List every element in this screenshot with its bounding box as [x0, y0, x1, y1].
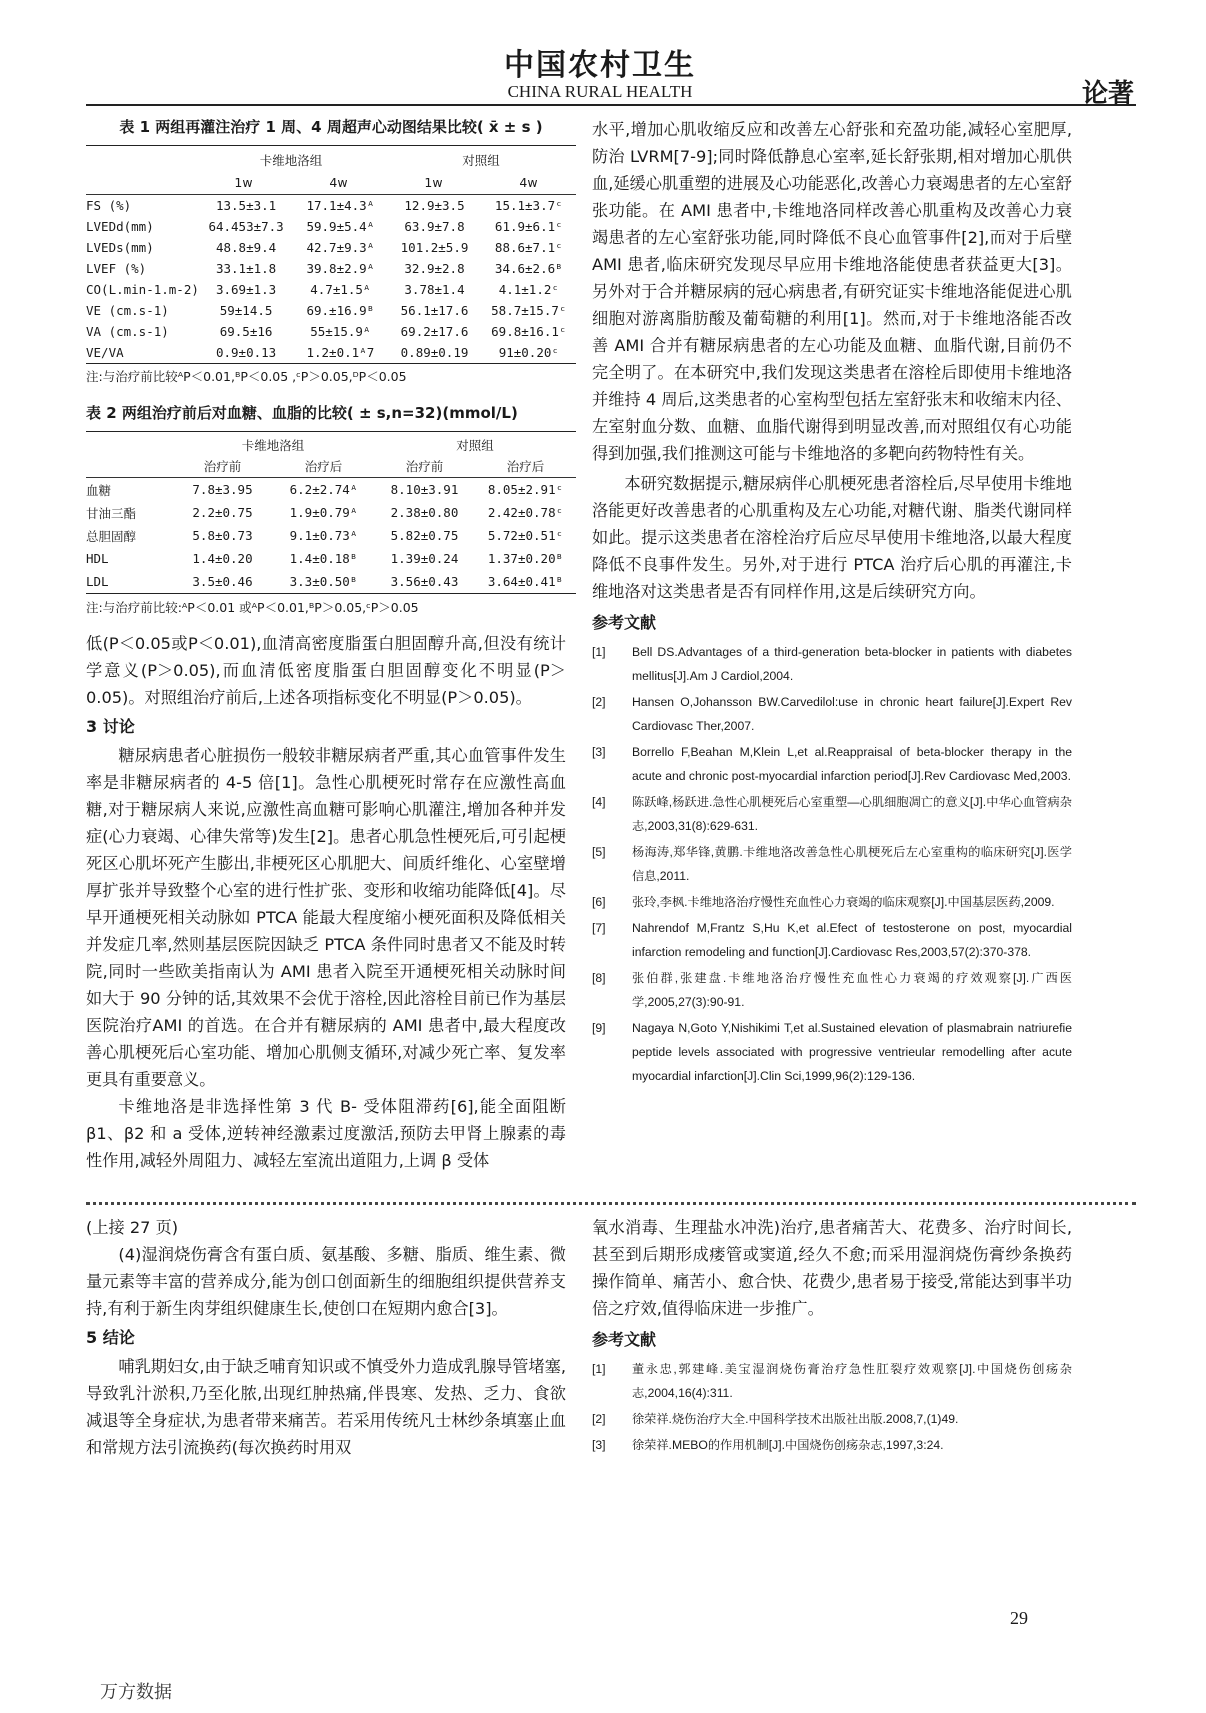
table-row	[86, 237, 576, 258]
table-cell: 9.1±0.73ᴬ	[289, 528, 358, 543]
reference-text: 杨海涛,郑华锋,黄鹏.卡维地洛改善急性心肌梗死后左心室重构的临床研究[J].医学信息,2011.	[632, 845, 1072, 883]
reference-item	[592, 1357, 1072, 1405]
reference-item	[592, 640, 1072, 688]
table-cell: 59±14.5	[219, 303, 273, 318]
reference-number: [6]	[592, 895, 606, 909]
row-label: LVEDd(mm)	[86, 219, 154, 234]
row-label: FS (%)	[86, 198, 132, 213]
reference-item	[592, 890, 1072, 914]
paragraph: 低(P＜0.05或P＜0.01),血清高密度脂蛋白胆固醇升高,但没有统计学意义(P＞0.05),而血清低密度脂蛋白胆固醇变化不明显(P＞0.05)。对照组治疗前后,上述各项指标变化不明显(P＞0.05)。	[86, 634, 566, 707]
table-row	[86, 547, 576, 570]
references-heading: 参考文献	[592, 1330, 657, 1349]
table-cell: 91±0.20ᶜ	[498, 345, 559, 360]
reference-item	[592, 966, 1072, 1014]
table-cell: 63.9±7.8	[404, 219, 465, 234]
reference-number: [2]	[592, 1412, 606, 1426]
table-cell: 61.9±6.1ᶜ	[494, 219, 563, 234]
table-stub-header	[86, 170, 196, 194]
table-row	[86, 258, 576, 279]
paragraph: 哺乳期妇女,由于缺乏哺育知识或不慎受外力造成乳腺导管堵塞,导致乳汁淤积,乃至化脓,出现红肿热痛,伴畏寒、发热、乏力、食欲减退等全身症状,为患者带来痛苦。若采用传统凡士林纱条填塞止血和常规方法引流换药(每次换药时用双	[86, 1357, 566, 1457]
table-cell: 8.10±3.91	[390, 482, 459, 497]
reference-number: [8]	[592, 971, 606, 985]
reference-item	[592, 740, 1072, 788]
table-cell: 0.89±0.19	[400, 345, 469, 360]
table-2-title: 表 2 两组治疗前后对血糖、血脂的比较( ± s,n=32)(mmol/L)	[86, 404, 518, 422]
table-cell: 48.8±9.4	[215, 240, 277, 255]
reference-item	[592, 840, 1072, 888]
reference-text: 陈跃峰,杨跃进.急性心肌梗死后心室重塑—心肌细胞凋亡的意义[J].中华心血管病杂志,2003,31(8):629-631.	[632, 795, 1072, 833]
table-2-group-a: 卡维地洛组	[241, 438, 305, 453]
table-2	[86, 402, 576, 616]
table-cell: 7.8±3.95	[192, 482, 253, 497]
table-1-group-b: 对照组	[462, 153, 500, 168]
table-cell: 64.453±7.3	[208, 219, 284, 234]
paragraph: 水平,增加心肌收缩反应和改善左心舒张和充盈功能,减轻心室肥厚,防治 LVRM[7-9];同时降低静息心室率,延长舒张期,相对增加心肌供血,延缓心肌重塑的进展及心功能恶化,改善心力衰竭患者的左心室舒张功能。在 AMI 患者中,卡维地洛同样改善心肌重构及改善心力衰竭患者的左心室舒张功能,同时降低不良心血管事件[2],而对于后壁 AMI 患者,临床研究发现尽早应用卡维地洛能使患者获益更大[3]。另外对于合并糖尿病的冠心病患者,有研究证实卡维地洛能促进心肌细胞对游离脂肪酸及葡萄糖的利用[1]。然而,对于卡维地洛能否改善 AMI 合并有糖尿病患者的左心功能及血糖、血脂代谢,目前仍不完全明了。在本研究中,我们发现这类患者在溶栓后即使用卡维地洛并维持 4 周后,这类患者的心室构型包括左室舒张末和收缩末内径、左室射血分数、血糖、血脂代谢得到明显改善,而对照组仅有心功能得到加强,我们推测这可能与卡维地洛的多靶向药物特性有关。	[592, 120, 1072, 463]
table-cell: 34.6±2.6ᴮ	[494, 261, 563, 276]
table-cell: 1.39±0.24	[390, 551, 459, 566]
reference-number: [9]	[592, 1021, 606, 1035]
references-heading: 参考文献	[592, 613, 657, 632]
header-rule	[86, 104, 1136, 106]
table-cell: 58.7±15.7ᶜ	[491, 303, 567, 318]
table-cell: 2.42±0.78ᶜ	[487, 505, 564, 520]
table-cell: 69.5±16	[219, 324, 273, 339]
reference-text: Borrello F,Beahan M,Klein L,et al.Reappraisal of beta-blocker therapy in the acute and chronic post-myocardial infarction period[J].Rev Cardiovasc Med,2003.	[632, 745, 1072, 783]
table-2-note: 注:与治疗前比较:ᴬP＜0.01 或ᴬP＜0.01,ᴮP＞0.05,ᶜP＞0.05	[86, 600, 419, 615]
table-row	[86, 570, 576, 593]
table-row	[86, 300, 576, 321]
row-label: LVEF (%)	[86, 261, 147, 276]
row-label: CO(L.min-1.m-2)	[86, 282, 199, 297]
reference-item	[592, 1407, 1072, 1431]
table-cell: 3.3±0.50ᴮ	[289, 574, 358, 589]
table-2-bottom-rule	[86, 593, 576, 594]
table-cell: 39.8±2.9ᴬ	[306, 261, 375, 276]
table-cell: 5.8±0.73	[192, 528, 253, 543]
reference-text: 徐荣祥.MEBO的作用机制[J].中国烧伤创疡杂志,1997,3:24.	[632, 1438, 944, 1452]
table-row	[86, 279, 576, 300]
table-cell: 59.9±5.4ᴬ	[306, 219, 375, 234]
table-1-body	[86, 195, 576, 363]
reference-item	[592, 690, 1072, 738]
table-row	[86, 478, 576, 501]
table-2-body	[86, 478, 576, 593]
reference-text: Nagaya N,Goto Y,Nishikimi T,et al.Sustained elevation of plasmabrain natriurefie peptide levels associated with progressive ventrieular remodelling after acute myocardial infarction[J].Clin Sci,1999,96(2):129-136.	[632, 1021, 1072, 1083]
reference-item	[592, 916, 1072, 964]
section-label: 论著	[1082, 79, 1135, 109]
table-row	[86, 342, 576, 363]
reference-number: [3]	[592, 1438, 606, 1452]
table-1-title: 表 1 两组再灌注治疗 1 周、4 周超声心动图结果比较( x̄ ± s )	[119, 118, 543, 136]
table-row	[86, 195, 576, 216]
reference-text: Hansen O,Johansson BW.Carvedilol:use in chronic heart failure[J].Expert Rev Cardiovasc Ther,2007.	[632, 695, 1072, 733]
reference-text: 徐荣祥.烧伤治疗大全.中国科学技术出版社出版.2008,7,(1)49.	[632, 1412, 959, 1426]
row-label: HDL	[86, 551, 109, 566]
table-1-grid	[86, 150, 576, 194]
reference-number: [2]	[592, 695, 606, 709]
reference-number: [3]	[592, 745, 606, 759]
table-row	[86, 216, 576, 237]
table-stub-header	[86, 455, 172, 477]
table-subheader: 4w	[329, 174, 348, 190]
section-heading-conclusion: 5 结论	[86, 1328, 135, 1347]
table-cell: 13.5±3.1	[215, 198, 277, 213]
table-cell: 3.64±0.41ᴮ	[487, 574, 564, 589]
reference-text: 董永忠,郭建峰.美宝湿润烧伤膏治疗急性肛裂疗效观察[J].中国烧伤创疡杂志,2004,16(4):311.	[632, 1362, 1072, 1400]
table-cell: 56.1±17.6	[400, 303, 469, 318]
table-cell: 4.7±1.5ᴬ	[310, 282, 371, 297]
table-cell: 3.78±1.4	[404, 282, 465, 297]
reference-item	[592, 1433, 1072, 1457]
paragraph: (4)湿润烧伤膏含有蛋白质、氨基酸、多糖、脂质、维生素、微量元素等丰富的营养成分,能为创口创面新生的细胞组织提供营养支持,有利于新生肉芽组织健康生长,使创口在短期内愈合[3]。	[86, 1245, 566, 1318]
table-cell: 32.9±2.8	[404, 261, 465, 276]
paragraph: 卡维地洛是非选择性第 3 代 B- 受体阻滞药[6],能全面阻断 β1、β2 和 a 受体,逆转神经激素过度激活,预防去甲肾上腺素的毒性作用,减轻外周阻力、减轻左室流出道阻力,上调 β 受体	[86, 1097, 566, 1170]
bottom-left-text	[86, 1214, 566, 1461]
table-1-note: 注:与治疗前比较ᴬP＜0.01,ᴮP＜0.05 ,ᶜP＞0.05,ᴰP＜0.05	[86, 369, 407, 384]
table-cell: 3.56±0.43	[390, 574, 459, 589]
table-cell: 101.2±5.9	[400, 240, 469, 255]
table-cell: 69.2±17.6	[400, 324, 469, 339]
paragraph: 氧水消毒、生理盐水冲洗)治疗,患者痛苦大、花费多、治疗时间长,甚至到后期形成瘘管或窦道,经久不愈;而采用湿润烧伤膏纱条换药操作简单、痛苦小、愈合快、花费少,患者易于接受,常能达到事半功倍之疗效,值得临床进一步推广。	[592, 1218, 1072, 1318]
table-2-grid	[86, 435, 576, 477]
table-cell: 1.9±0.79ᴬ	[289, 505, 358, 520]
row-label: VE/VA	[86, 345, 124, 360]
reference-number: [1]	[592, 1362, 606, 1376]
table-cell: 17.1±4.3ᴬ	[306, 198, 375, 213]
table-cell: 69.±16.9ᴮ	[306, 303, 375, 318]
table-subheader: 治疗前	[405, 459, 444, 474]
table-cell: 42.7±9.3ᴬ	[306, 240, 375, 255]
table-2-top-rule	[86, 431, 576, 432]
row-label: VE (cm.s-1)	[86, 303, 169, 318]
table-subheader: 治疗前	[203, 459, 242, 474]
table-cell: 33.1±1.8	[215, 261, 277, 276]
row-label: 甘油三酯	[86, 505, 137, 521]
bottom-right-text	[592, 1214, 1072, 1459]
table-cell: 1.37±0.20ᴮ	[487, 551, 564, 566]
table-cell: 5.72±0.51ᶜ	[487, 528, 564, 543]
reference-number: [4]	[592, 795, 606, 809]
reference-list	[592, 1357, 1072, 1457]
table-1-bottom-rule	[86, 363, 576, 364]
reference-number: [7]	[592, 921, 606, 935]
table-cell: 3.5±0.46	[192, 574, 253, 589]
reference-text: 张伯群,张建盘.卡维地洛治疗慢性充血性心力衰竭的疗效观察[J].广西医学,2005,27(3):90-91.	[632, 971, 1072, 1009]
table-cell: 88.6±7.1ᶜ	[494, 240, 563, 255]
reference-list	[592, 640, 1072, 1088]
table-cell: 8.05±2.91ᶜ	[487, 482, 564, 497]
watermark: 万方数据	[100, 1682, 172, 1703]
journal-title-cn: 中国农村卫生	[504, 48, 696, 83]
table-cell: 2.38±0.80	[390, 505, 459, 520]
row-label: LDL	[86, 574, 109, 589]
section-separator	[86, 1202, 1136, 1205]
table-cell: 3.69±1.3	[215, 282, 277, 297]
row-label: VA (cm.s-1)	[86, 324, 169, 339]
table-cell: 1.4±0.18ᴮ	[289, 551, 358, 566]
table-row	[86, 321, 576, 342]
reference-text: Nahrendof M,Frantz S,Hu K,et al.Efect of testosterone on post, myocardial infarction remodeling and function[J].Cardiovasc Res,2003,57(2):370-378.	[632, 921, 1072, 959]
reference-item	[592, 790, 1072, 838]
reference-text: Bell DS.Advantages of a third-generation beta-blocker in patients with diabetes mellitus[J].Am J Cardiol,2004.	[632, 645, 1072, 683]
paragraph: 本研究数据提示,糖尿病伴心肌梗死患者溶栓后,尽早使用卡维地洛能更好改善患者的心肌重构及左心功能,对糖代谢、脂类代谢同样如此。提示这类患者在溶栓治疗后应尽早使用卡维地洛,以最大程度降低不良事件发生。另外,对于进行 PTCA 治疗后心肌的再灌注,卡维地洛对这类患者是否有同样作用,这是后续研究方向。	[592, 474, 1072, 601]
table-2-group-b: 对照组	[456, 438, 494, 453]
reference-item	[592, 1016, 1072, 1088]
page-number: 29	[1010, 1608, 1028, 1628]
left-column-text	[86, 630, 566, 1174]
journal-title-en: CHINA RURAL HEALTH	[507, 82, 693, 101]
reference-number: [1]	[592, 645, 606, 659]
reference-number: [5]	[592, 845, 606, 859]
table-subheader: 4w	[519, 174, 538, 190]
continued-note: (上接 27 页)	[86, 1218, 179, 1237]
table-cell: 69.8±16.1ᶜ	[491, 324, 567, 339]
table-cell: 2.2±0.75	[192, 505, 253, 520]
section-heading-discussion: 3 讨论	[86, 717, 135, 736]
table-1-group-a: 卡维地洛组	[259, 153, 323, 168]
table-cell: 55±15.9ᴬ	[310, 324, 371, 339]
table-cell: 4.1±1.2ᶜ	[498, 282, 559, 297]
table-row	[86, 501, 576, 524]
row-label: 血糖	[86, 482, 112, 498]
row-label: LVEDs(mm)	[86, 240, 154, 255]
table-cell: 5.82±0.75	[390, 528, 459, 543]
table-subheader: 1w	[234, 174, 253, 190]
table-cell: 0.9±0.13	[215, 345, 277, 360]
table-cell: 1.2±0.1ᴬ7	[306, 345, 375, 360]
table-subheader: 治疗后	[304, 459, 343, 474]
table-cell: 6.2±2.74ᴬ	[289, 482, 358, 497]
table-cell: 12.9±3.5	[404, 198, 465, 213]
table-1-top-rule	[86, 145, 576, 146]
table-cell: 15.1±3.7ᶜ	[494, 198, 563, 213]
table-subheader: 1w	[424, 174, 443, 190]
table-row	[86, 524, 576, 547]
reference-text: 张玲,李枫.卡维地洛治疗慢性充血性心力衰竭的临床观察[J].中国基层医药,2009.	[632, 895, 1055, 909]
table-cell: 1.4±0.20	[192, 551, 253, 566]
table-subheader: 治疗后	[506, 459, 545, 474]
table-1	[86, 116, 576, 385]
row-label: 总胆固醇	[86, 528, 137, 544]
paragraph: 糖尿病患者心脏损伤一般较非糖尿病者严重,其心血管事件发生率是非糖尿病者的 4-5 倍[1]。急性心肌梗死时常存在应激性高血糖,对于糖尿病人来说,应激性高血糖可影响心肌灌注,增加各种并发症(心力衰竭、心律失常等)发生[2]。患者心肌急性梗死后,可引起梗死区心肌坏死产生膨出,非梗死区心肌肥大、间质纤维化、心室壁增厚扩张并导致整个心室的进行性扩张、变形和收缩功能降低[4]。尽早开通梗死相关动脉如 PTCA 能最大程度缩小梗死面积及降低相关并发症几率,然则基层医院因缺乏 PTCA 条件同时患者又不能及时转院,同时一些欧美指南认为 AMI 患者入院至开通梗死相关动脉时间如大于 90 分钟的话,其效果不会优于溶栓,因此溶栓目前已作为基层医院治疗AMI 的首选。在合并有糖尿病的 AMI 患者中,最大程度改善心肌梗死后心室功能、增加心肌侧支循环,对减少死亡率、复发率更具有重要意义。	[86, 746, 566, 1089]
right-column-text	[592, 116, 1072, 1090]
